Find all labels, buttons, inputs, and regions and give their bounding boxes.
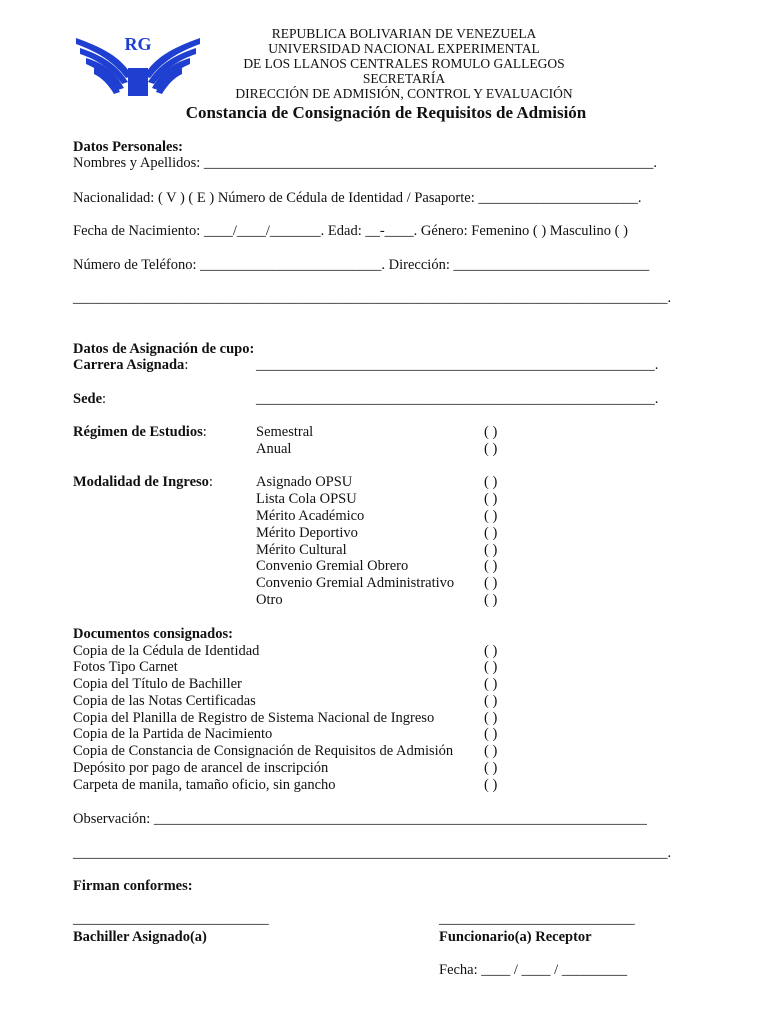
document-checkbox[interactable]: ( )	[484, 693, 498, 709]
document-checkbox[interactable]: ( )	[484, 743, 498, 759]
document-item: Carpeta de manila, tamaño oficio, sin gancho	[73, 777, 336, 793]
personal-data-heading: Datos Personales:	[73, 139, 183, 155]
modalidad-checkbox[interactable]: ( )	[484, 525, 498, 541]
modalidad-option: Otro	[256, 592, 283, 608]
modalidad-option: Convenio Gremial Administrativo	[256, 575, 455, 591]
modalidad-option: Asignado OPSU	[256, 474, 353, 490]
student-signature-line[interactable]: ___________________________	[73, 911, 269, 927]
assignment-heading: Datos de Asignación de cupo:	[73, 341, 255, 357]
document-item: Depósito por pago de arancel de inscripción	[73, 760, 329, 776]
document-title: Constancia de Consignación de Requisitos de Admisión	[185, 103, 587, 122]
document-item: Copia de la Partida de Nacimiento	[73, 726, 273, 742]
header-line-5: DIRECCIÓN DE ADMISIÓN, CONTROL Y EVALUACIÓN	[235, 86, 573, 101]
regimen-option: Semestral	[256, 424, 314, 440]
documents-heading: Documentos consignados:	[73, 626, 233, 642]
document-checkbox[interactable]: ( )	[484, 726, 498, 742]
document-item: Copia de Constancia de Consignación de Requisitos de Admisión	[73, 743, 454, 759]
sede-label: Sede:	[73, 391, 107, 407]
regimen-option: Anual	[256, 441, 292, 457]
document-item: Fotos Tipo Carnet	[73, 659, 178, 675]
modalidad-checkbox[interactable]: ( )	[484, 558, 498, 574]
phone-address-field[interactable]: Número de Teléfono: _________________________. Dirección: ___________________________	[73, 257, 650, 273]
modalidad-option: Mérito Académico	[256, 508, 365, 524]
modalidad-checkbox[interactable]: ( )	[484, 575, 498, 591]
birth-age-gender-field[interactable]: Fecha de Nacimiento: ____/____/_______. Edad: __-____. Género: Femenino ( ) Masculino ( )	[73, 223, 628, 239]
regimen-checkbox[interactable]: ( )	[484, 424, 498, 440]
signatures-heading: Firman conformes:	[73, 878, 193, 894]
sede-field[interactable]: _______________________________________________________.	[256, 391, 659, 407]
header-line-2: UNIVERSIDAD NACIONAL EXPERIMENTAL	[268, 41, 540, 56]
modalidad-label: Modalidad de Ingreso:	[73, 474, 213, 490]
officer-signature-label: Funcionario(a) Receptor	[439, 929, 592, 945]
modalidad-checkbox[interactable]: ( )	[484, 491, 498, 507]
student-signature-label: Bachiller Asignado(a)	[73, 929, 207, 945]
document-item: Copia del Título de Bachiller	[73, 676, 242, 692]
regimen-label: Régimen de Estudios:	[73, 424, 207, 440]
modalidad-checkbox[interactable]: ( )	[484, 474, 498, 490]
observation-continuation-field[interactable]: __________________________________________________________________________________.	[73, 845, 672, 861]
header-line-1: REPUBLICA BOLIVARIAN DE VENEZUELA	[271, 26, 537, 41]
modalidad-option: Convenio Gremial Obrero	[256, 558, 409, 574]
logo-lettering: RG	[124, 34, 152, 54]
document-item: Copia del Planilla de Registro de Sistema Nacional de Ingreso	[73, 710, 435, 726]
document-checkbox[interactable]: ( )	[484, 760, 498, 776]
modalidad-option: Lista Cola OPSU	[256, 491, 357, 507]
document-checkbox[interactable]: ( )	[484, 777, 498, 793]
names-field[interactable]: Nombres y Apellidos: ______________________________________________________________.	[73, 155, 658, 171]
modalidad-option: Mérito Deportivo	[256, 525, 358, 541]
document-item: Copia de la Cédula de Identidad	[73, 643, 260, 659]
modalidad-checkbox[interactable]: ( )	[484, 542, 498, 558]
observation-field[interactable]: Observación: ____________________________________________________________________	[73, 811, 647, 827]
header-line-4: SECRETARÍA	[362, 71, 446, 86]
address-continuation-field[interactable]: __________________________________________________________________________________.	[73, 290, 672, 306]
document-item: Copia de las Notas Certificadas	[73, 693, 256, 709]
modalidad-checkbox[interactable]: ( )	[484, 592, 498, 608]
career-label: Carrera Asignada:	[73, 357, 189, 373]
header-line-3: DE LOS LLANOS CENTRALES ROMULO GALLEGOS	[243, 56, 565, 71]
officer-signature-line[interactable]: ___________________________	[439, 911, 635, 927]
modalidad-checkbox[interactable]: ( )	[484, 508, 498, 524]
career-field[interactable]: _______________________________________________________.	[256, 357, 659, 373]
modalidad-option: Mérito Cultural	[256, 542, 347, 558]
document-checkbox[interactable]: ( )	[484, 710, 498, 726]
regimen-checkbox[interactable]: ( )	[484, 441, 498, 457]
document-checkbox[interactable]: ( )	[484, 643, 498, 659]
nationality-id-field[interactable]: Nacionalidad: ( V ) ( E ) Número de Cédula de Identidad / Pasaporte: ______________________.	[73, 190, 642, 206]
document-checkbox[interactable]: ( )	[484, 659, 498, 675]
date-field[interactable]: Fecha: ____ / ____ / _________	[439, 962, 628, 978]
document-checkbox[interactable]: ( )	[484, 676, 498, 692]
